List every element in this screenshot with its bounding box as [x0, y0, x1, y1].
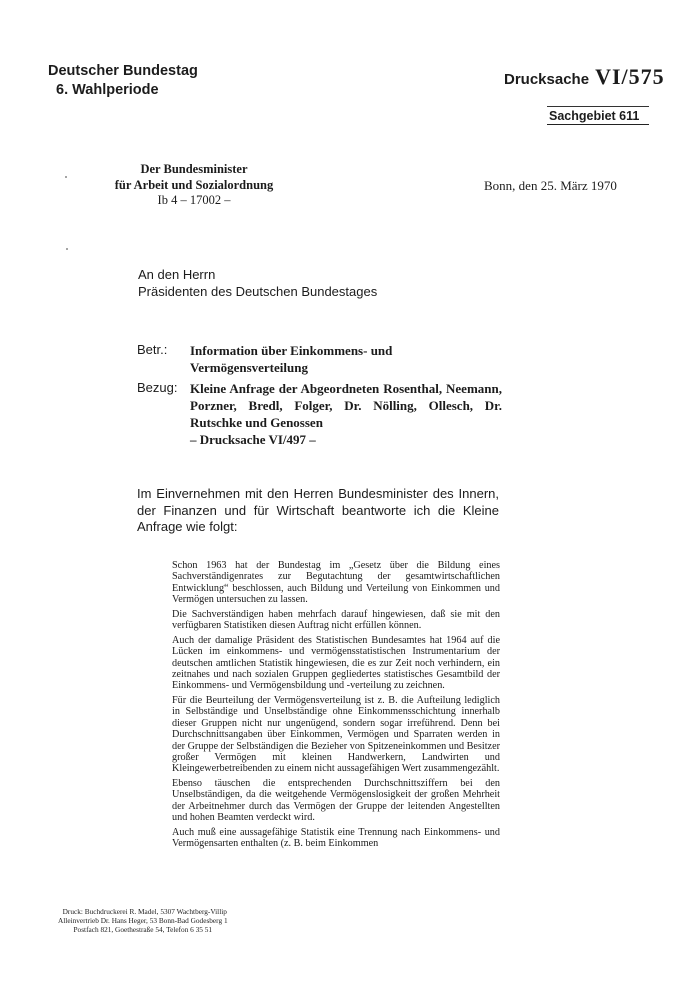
parliament-name: Deutscher Bundestag — [48, 63, 198, 79]
body-paragraph: Für die Beurteilung der Vermögensverteilung ist z. B. die Aufteilung lediglich in Selbständige und Unselbständige ohne Einkommensschichtung innerhalb dieser Gruppen nicht nur ungenügend, sondern sogar irreführend. Denn bei Durchschnittsangaben über Einkommen, Vermögen und Sparraten werden in der Gruppe der Selbständigen die Bezieher von Spitzeneinkommen und Besitzer großer Vermögen mit kleinen Handwerkern, Landwirten und Kleingewerbetreibenden zu einem nicht aussagefähigen Wert zusammengezählt. — [172, 695, 500, 775]
recipient-salutation: An den Herrn — [138, 267, 216, 282]
sender-title: Der Bundesminister — [140, 162, 248, 176]
body-paragraph: Schon 1963 hat der Bundestag im „Gesetz über die Bildung eines Sachverständigenrates zur Begutachtung der gesamtwirtschaftlichen Entwicklung“ beschlossen, auch Bildung und Verteilung von Einkommen und Vermögen untersuchen zu lassen. — [172, 560, 500, 606]
recipient-title: Präsidenten des Deutschen Bundestages — [138, 284, 378, 299]
divider — [547, 106, 649, 107]
divider — [547, 124, 649, 125]
reference-label: Bezug: — [137, 380, 178, 395]
subject-text: Information über Einkommens- und Vermögensverteilung — [190, 343, 393, 375]
imprint-distributor: Alleinvertrieb Dr. Hans Heger, 53 Bonn-Bad Godesberg 1 — [58, 916, 228, 925]
sender-block — [76, 162, 312, 209]
sender-reference: Ib 4 – 17002 – — [157, 193, 231, 207]
subject-label: Betr.: — [137, 342, 168, 357]
imprint-printer: Druck: Buchdruckerei R. Madel, 5307 Wachtberg-Villip — [62, 907, 227, 916]
letter-date: Bonn, den 25. März 1970 — [484, 178, 617, 193]
sender-ministry: für Arbeit und Sozialordnung — [114, 177, 274, 192]
margin-dot — [66, 248, 68, 250]
drucksache-heading — [504, 64, 665, 90]
body-paragraph: Ebenso täuschen die entsprechenden Durchschnittsziffern bei den Unselbständigen, da die weitgehende Vermögenslosigkeit der großen Mehrheit der Arbeitnehmer durch das Vermögen der Gruppe der leitenden Angestellten und hohen Beamten verdeckt wird. — [172, 778, 500, 824]
recipient-address — [138, 266, 377, 300]
printer-imprint — [58, 907, 228, 934]
drucksache-label: Drucksache — [504, 71, 590, 88]
imprint-address: Postfach 821, Goethestraße 54, Telefon 6 35 51 — [73, 925, 213, 934]
sachgebiet-label: Sachgebiet 611 — [549, 109, 640, 123]
margin-dot — [65, 176, 67, 178]
body-paragraph: Auch muß eine aussagefähige Statistik eine Trennung nach Einkommens- und Vermögensarten enthalten (z. B. beim Einkommen — [172, 826, 500, 850]
reference-drucksache: – Drucksache VI/497 – — [190, 432, 316, 447]
body-paragraph: Die Sachverständigen haben mehrfach darauf hingewiesen, daß sie mit den verfügbaren Statistiken diesen Auftrag nicht erfüllen können. — [172, 608, 500, 632]
drucksache-number: VI/575 — [595, 64, 665, 89]
document-origin — [48, 62, 198, 100]
electoral-period: 6. Wahlperiode — [56, 82, 159, 98]
reference-text: Kleine Anfrage der Abgeordneten Rosenthal, Neemann, Porzner, Bredl, Folger, Dr. Nölling, Ollesch, Dr. Rutschke und Genossen — [190, 381, 502, 430]
reference-block — [190, 380, 502, 448]
body-paragraph: Auch der damalige Präsident des Statistischen Bundesamtes hat 1964 auf die Lücken im einkommens- und vermögensstatistischen Instrumentarium der deutschen amtlichen Statistik hingewiesen, die es zur Zeit noch verhindern, ein zeitnahes und nach sozialen Gruppen gegliedertes statistisches Gesamtbild der Einkommens- und Vermögensbildung und -verteilung zu zeichnen. — [172, 634, 500, 692]
intro-paragraph: Im Einvernehmen mit den Herren Bundesminister des Innern, der Finanzen und für Wirtschaft beantworte ich die Kleine Anfrage wie folgt: — [137, 486, 499, 534]
answer-body — [172, 560, 500, 853]
